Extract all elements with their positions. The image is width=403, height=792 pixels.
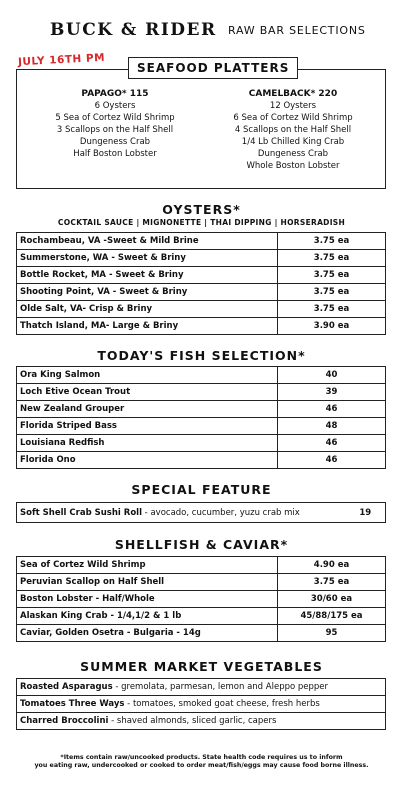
shellfish-title: SHELLFISH & CAVIAR*	[114, 537, 289, 552]
menu-tagline: RAW BAR SELECTIONS	[228, 24, 366, 37]
table-row	[17, 557, 386, 574]
item-name: Florida Striped Bass	[17, 418, 278, 435]
platter-camelback	[203, 88, 383, 172]
item-name: Loch Etive Ocean Trout	[17, 384, 278, 401]
table-row	[17, 301, 386, 318]
oysters-sauces: COCKTAIL SAUCE | MIGNONETTE | THAI DIPPING | HORSERADISH	[57, 218, 346, 227]
platter-name: PAPAGO* 115	[81, 89, 149, 99]
item-name: Bottle Rocket, MA - Sweet & Briny	[17, 267, 278, 284]
platter-item: 6 Sea of Cortez Wild Shrimp	[233, 113, 353, 123]
item-price: 4.90 ea	[278, 557, 386, 574]
fish-title: TODAY'S FISH SELECTION*	[97, 348, 306, 363]
seafood-platters-title: SEAFOOD PLATTERS	[128, 57, 298, 79]
table-row	[17, 435, 386, 452]
table-row	[17, 418, 386, 435]
item-price: 3.75 ea	[278, 301, 386, 318]
item-name: Charred Broccolini	[20, 716, 109, 726]
item-name: Rochambeau, VA -Sweet & Mild Brine	[17, 233, 278, 250]
item-name: Soft Shell Crab Sushi Roll	[20, 507, 142, 518]
platter-item: Whole Boston Lobster	[246, 161, 340, 171]
item-name: Sea of Cortez Wild Shrimp	[17, 557, 278, 574]
item-price: 3.90 ea	[278, 318, 386, 335]
veg-item	[17, 679, 386, 696]
platter-item: 4 Scallops on the Half Shell	[234, 125, 352, 135]
item-name: Roasted Asparagus	[20, 682, 113, 692]
item-price: 3.75 ea	[278, 284, 386, 301]
vegetables-title: SUMMER MARKET VEGETABLES	[80, 659, 323, 674]
item-name: Alaskan King Crab - 1/4,1/2 & 1 lb	[17, 608, 278, 625]
table-row	[17, 452, 386, 469]
table-row	[17, 696, 386, 713]
item-price: 3.75 ea	[278, 574, 386, 591]
table-row	[17, 503, 386, 523]
item-name: New Zealand Grouper	[17, 401, 278, 418]
item-name: Florida Ono	[17, 452, 278, 469]
fish-table	[16, 366, 386, 469]
platter-item: 5 Sea of Cortez Wild Shrimp	[55, 113, 175, 123]
table-row	[17, 284, 386, 301]
table-row	[17, 267, 386, 284]
item-name: Boston Lobster - Half/Whole	[17, 591, 278, 608]
item-price: 40	[278, 367, 386, 384]
item-name: Louisiana Redfish	[17, 435, 278, 452]
veg-item	[17, 696, 386, 713]
item-name: Thatch Island, MA- Large & Briny	[17, 318, 278, 335]
oysters-table	[16, 232, 386, 335]
item-desc: - avocado, cucumber, yuzu crab mix	[141, 507, 300, 518]
table-row	[17, 384, 386, 401]
special-item	[17, 503, 346, 523]
item-name: Ora King Salmon	[17, 367, 278, 384]
platter-item: 1/4 Lb Chilled King Crab	[241, 137, 345, 147]
table-row	[17, 250, 386, 267]
table-row	[17, 625, 386, 642]
platter-papago	[25, 88, 205, 160]
item-price: 46	[278, 452, 386, 469]
item-name: Summerstone, WA - Sweet & Briny	[17, 250, 278, 267]
item-price: 19	[346, 503, 386, 523]
table-row	[17, 574, 386, 591]
veg-item	[17, 713, 386, 730]
platter-item: 3 Scallops on the Half Shell	[56, 125, 174, 135]
item-price: 46	[278, 401, 386, 418]
item-name: Caviar, Golden Osetra - Bulgaria - 14g	[17, 625, 278, 642]
table-row	[17, 713, 386, 730]
item-price: 46	[278, 435, 386, 452]
item-price: 3.75 ea	[278, 267, 386, 284]
item-price: 39	[278, 384, 386, 401]
item-price: 3.75 ea	[278, 250, 386, 267]
health-disclaimer	[0, 754, 403, 770]
oysters-title: OYSTERS*	[162, 202, 241, 217]
table-row	[17, 608, 386, 625]
platter-item: 12 Oysters	[269, 101, 317, 111]
item-desc: - tomatoes, smoked goat cheese, fresh herbs	[124, 699, 320, 709]
item-desc: - shaved almonds, sliced garlic, capers	[108, 716, 277, 726]
item-price: 30/60 ea	[278, 591, 386, 608]
special-title: SPECIAL FEATURE	[131, 482, 272, 497]
item-name: Shooting Point, VA - Sweet & Briny	[17, 284, 278, 301]
special-table	[16, 502, 386, 523]
platter-item: Dungeness Crab	[257, 149, 329, 159]
item-name: Olde Salt, VA- Crisp & Briny	[17, 301, 278, 318]
vegetables-table	[16, 678, 386, 730]
platter-item: Half Boston Lobster	[73, 149, 157, 159]
table-row	[17, 591, 386, 608]
shellfish-table	[16, 556, 386, 642]
seafood-platters-box	[16, 69, 386, 189]
disclaimer-line: *Items contain raw/uncooked products. State health code requires us to inform	[60, 754, 343, 761]
item-price: 45/88/175 ea	[278, 608, 386, 625]
table-row	[17, 679, 386, 696]
table-row	[17, 401, 386, 418]
table-row	[17, 318, 386, 335]
item-desc: - gremolata, parmesan, lemon and Aleppo pepper	[112, 682, 329, 692]
platter-item: 6 Oysters	[94, 101, 136, 111]
disclaimer-line: you eating raw, undercooked or cooked to order meat/fish/eggs may cause food borne illness.	[34, 762, 369, 769]
item-name: Peruvian Scallop on Half Shell	[17, 574, 278, 591]
item-price: 95	[278, 625, 386, 642]
table-row	[17, 233, 386, 250]
item-price: 48	[278, 418, 386, 435]
brand-logo: BUCK & RIDER	[50, 20, 217, 40]
date-note: JULY 16TH PM	[17, 51, 106, 69]
platter-item: Dungeness Crab	[79, 137, 151, 147]
item-name: Tomatoes Three Ways	[20, 699, 125, 709]
item-price: 3.75 ea	[278, 233, 386, 250]
table-row	[17, 367, 386, 384]
platter-name: CAMELBACK* 220	[248, 89, 338, 99]
